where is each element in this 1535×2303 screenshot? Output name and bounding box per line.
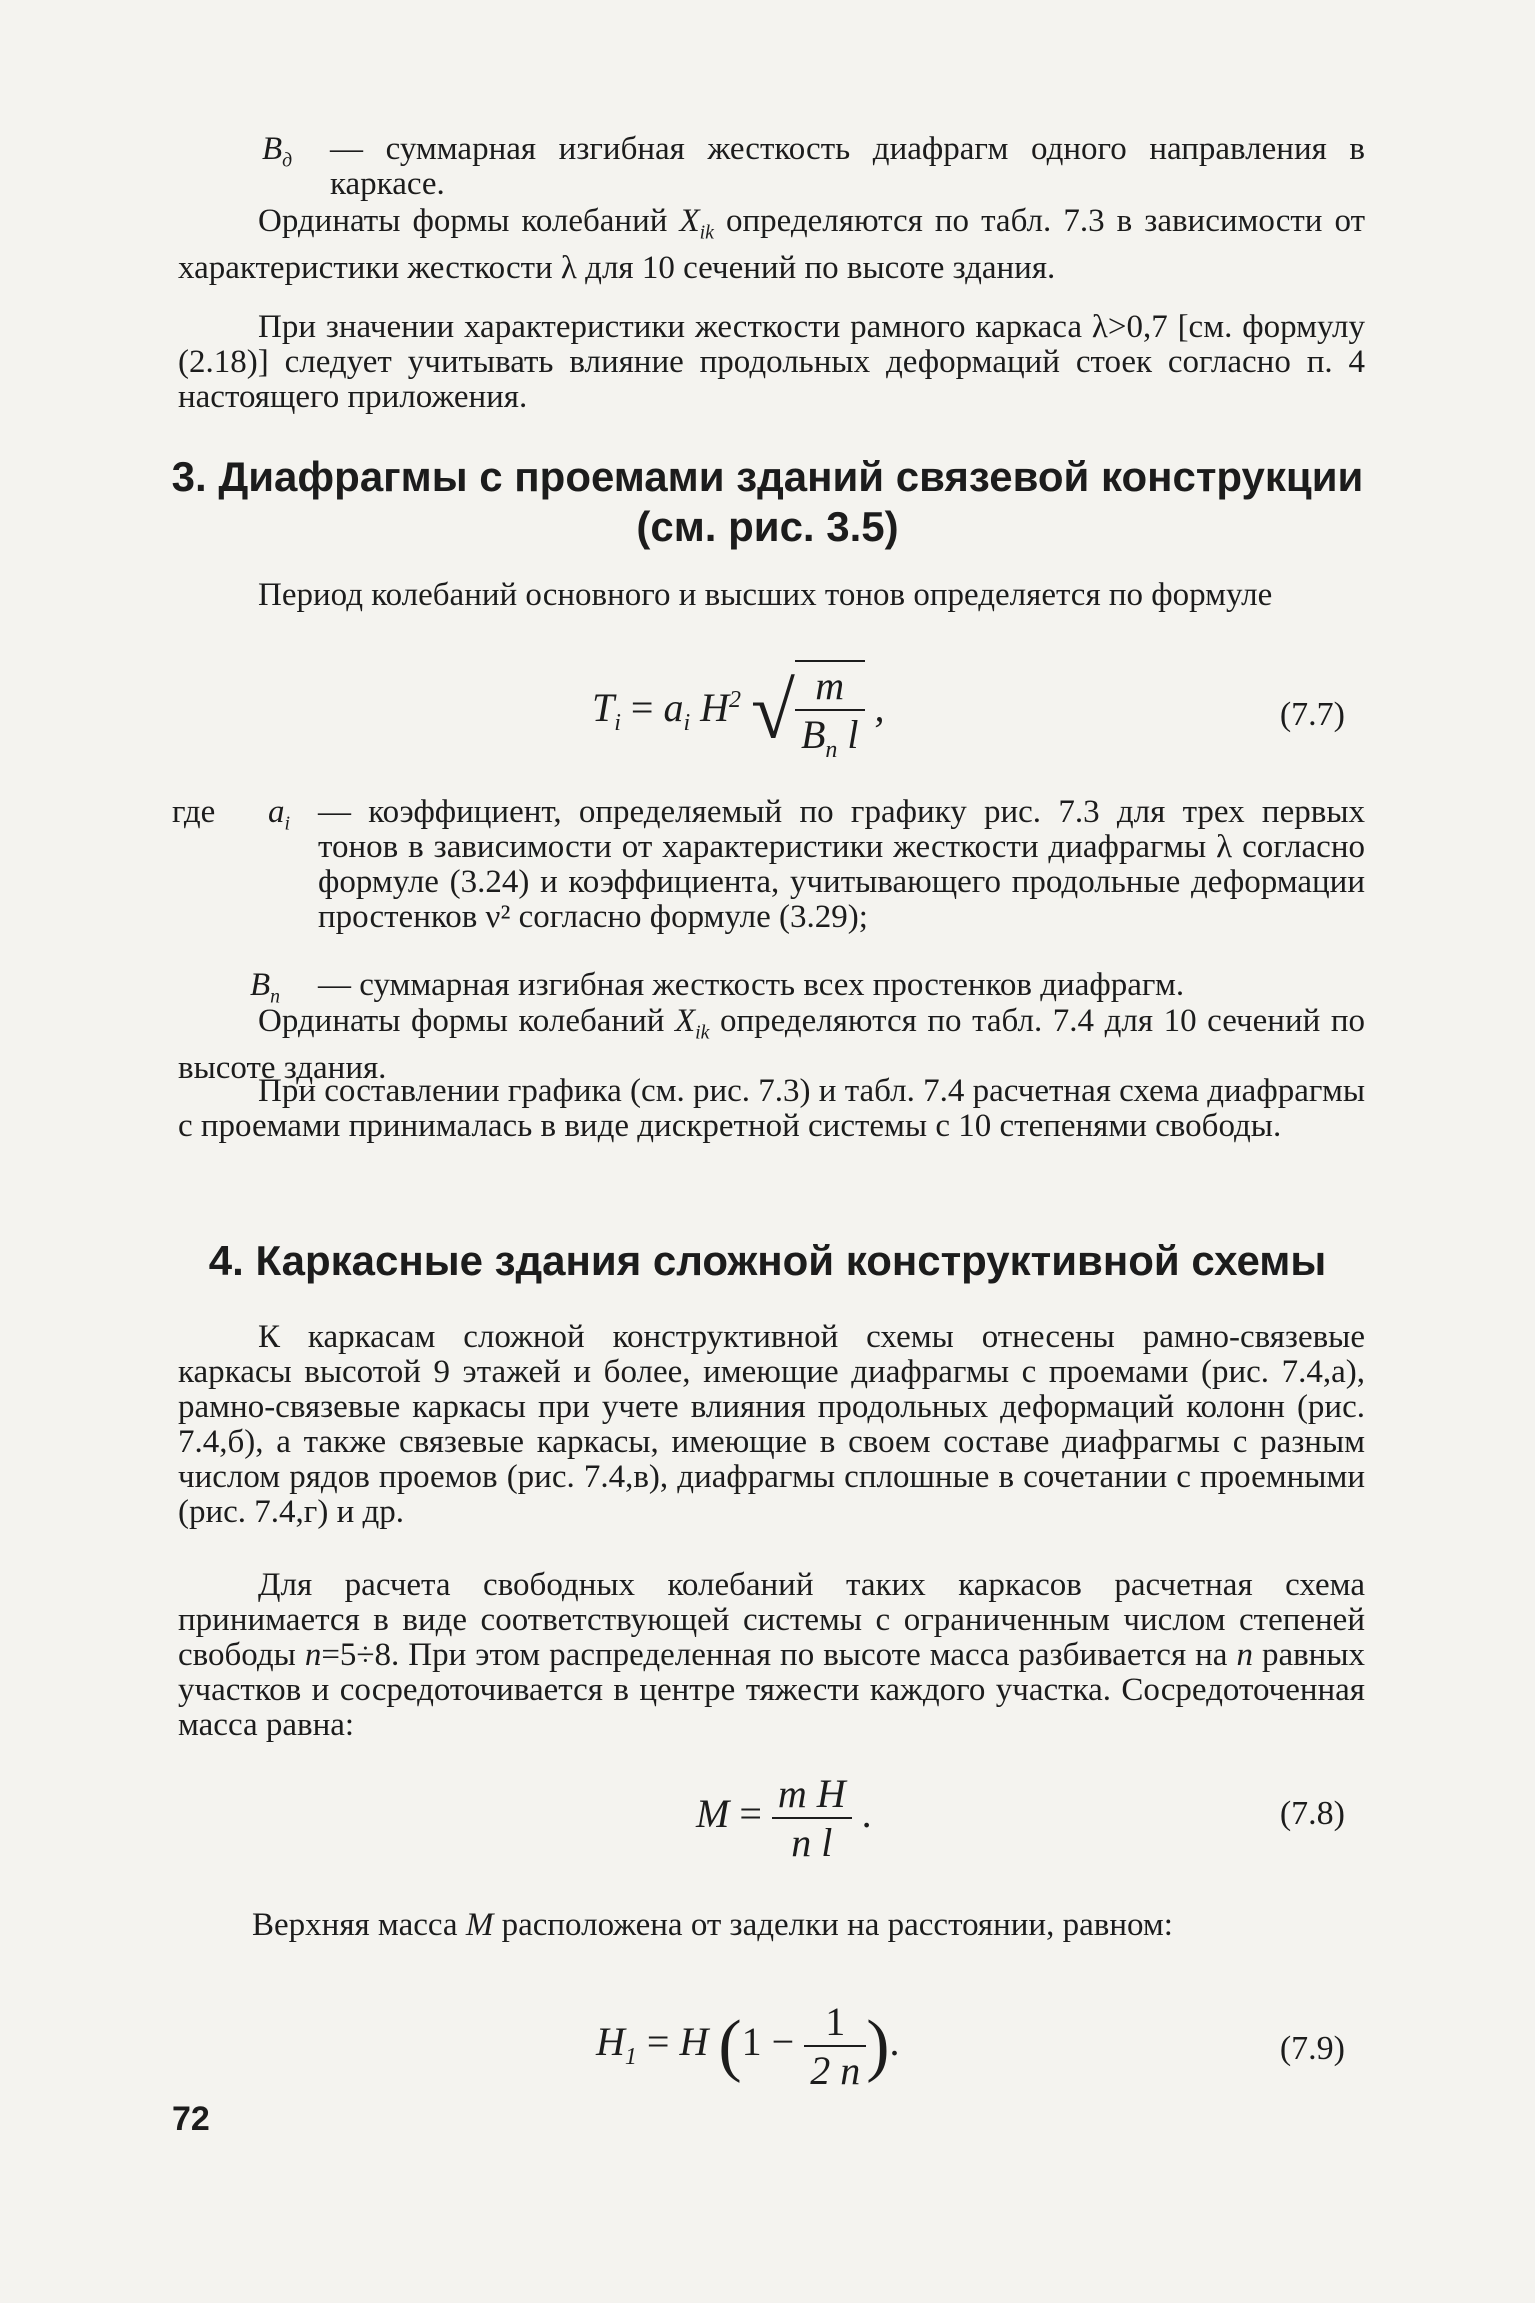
paragraph-complex-frames: К каркасам сложной конструктивной схемы отнесены рамно-связевые каркасы высотой 9 этажей и более, имеющие диафрагмы с проемами (рис. 7.4,а), рамно-связевые каркасы при учете влияния продольных деформаций колонн (рис. 7.4,б), а также связевые каркасы, имеющие в своем составе диафрагмы с разным числом рядов проемов (рис. 7.4,в), диафрагмы сплошные в сочетании с проемными (рис. 7.4,г) и др. bbox=[178, 1319, 1365, 1530]
formula-7-9: $H_1 = H$ (1 − $\frac{1}{2 n}$ ). bbox=[596, 1999, 900, 2093]
paragraph-free-vibrations: Для расчета свободных колебаний таких каркасов расчетная схема принимается в виде соответствующей системы с ограниченным числом степеней свободы n=5÷8. При этом распределенная по высоте масса разбивается на n равных участков и сосредоточивается в центре тяжести каждого участка. Сосредоточенная масса равна: bbox=[178, 1567, 1365, 1743]
section-4-heading: 4. Каркасные здания сложной конструктивной схемы bbox=[208, 1237, 1327, 1284]
section-3-heading: 3. Диафрагмы с проемами зданий связевой конструкции bbox=[171, 453, 1364, 500]
equation-number-7-8: (7.8) bbox=[1279, 1795, 1345, 1832]
def-text-ai: — коэффициент, определяемый по графику рис. 7.3 для трех первых тонов в зависимости от характеристики жесткости диафрагмы λ согласно формуле (3.24) и коэффициента, учитывающего продольные деформации простенков ν² согласно формуле (3.29); bbox=[318, 794, 1365, 935]
def-text-bd: — суммарная изгибная жесткость диафрагм одного направления в каркасе. bbox=[330, 131, 1365, 202]
def-symbol-bd: $B_д$ bbox=[262, 131, 293, 172]
paragraph-upper-mass: Верхняя масса M расположена от заделки на расстоянии, равном: bbox=[252, 1907, 1173, 1943]
def-text-bp: — суммарная изгибная жесткость всех простенков диафрагм. bbox=[318, 967, 1185, 1003]
paragraph-graph-scheme: При составлении графика (см. рис. 7.3) и табл. 7.4 расчетная схема диафрагмы с проемами принималась в виде дискретной системы с 10 степенями свободы. bbox=[178, 1073, 1366, 1144]
formula-7-7: $T_i = a_i$ $H^2$ √ $\frac{m}{B_п l}$ , bbox=[592, 660, 885, 764]
equation-number-7-7: (7.7) bbox=[1279, 696, 1345, 733]
equation-number-7-9: (7.9) bbox=[1279, 2030, 1345, 2067]
def-symbol-bp: $B_п$ bbox=[250, 967, 281, 1008]
paragraph-period-intro: Период колебаний основного и высших тонов определяется по формуле bbox=[258, 577, 1273, 613]
def-symbol-ai: $a_i$ bbox=[268, 794, 290, 835]
where-label: где bbox=[172, 794, 216, 830]
paragraph-ordinates-7-3: Ординаты формы колебаний $X_{ik}$ определяются по табл. 7.3 в зависимости от характеристики жесткости λ для 10 сечений по высоте здания. bbox=[178, 203, 1365, 286]
paragraph-stiffness-condition: При значении характеристики жесткости рамного каркаса λ>0,7 [см. формулу (2.18)] следует учитывать влияние продольных деформаций стоек согласно п. 4 настоящего приложения. bbox=[178, 309, 1365, 415]
sqrt-icon: √ bbox=[751, 667, 795, 756]
paragraph-ordinates-7-4: Ординаты формы колебаний $X_{ik}$ определяются по табл. 7.4 для 10 сечений по высоте здания. bbox=[178, 1003, 1365, 1086]
formula-7-8: M = $\frac{\text{m H}}{\text{n l}}$ . bbox=[696, 1771, 872, 1865]
page-number: 72 bbox=[172, 2100, 210, 2138]
section-3-subheading: (см. рис. 3.5) bbox=[636, 503, 899, 550]
